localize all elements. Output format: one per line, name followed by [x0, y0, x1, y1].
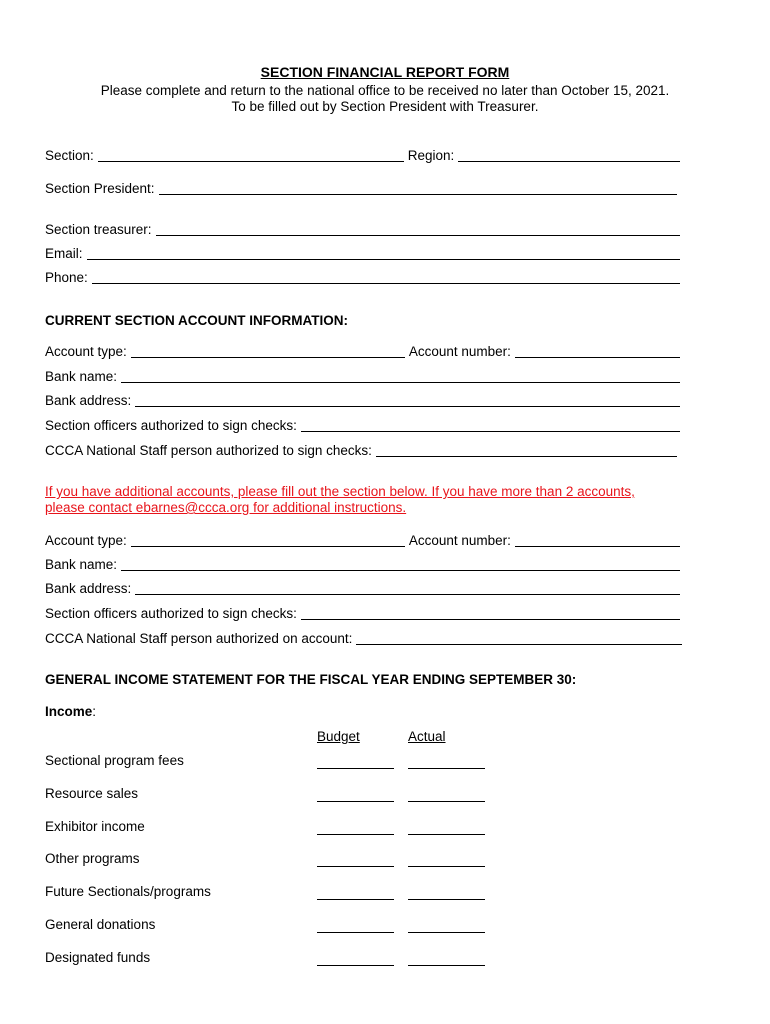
add-bank-name-row — [45, 555, 680, 573]
president-label: Section President: — [45, 181, 155, 196]
budget-field[interactable] — [317, 931, 394, 933]
account-type-row — [45, 342, 680, 360]
add-account-number-field[interactable] — [515, 533, 680, 547]
treasurer-label: Section treasurer: — [45, 222, 152, 237]
budget-field[interactable] — [317, 898, 394, 900]
section-label: Section: — [45, 148, 94, 163]
add-staff-label: CCCA National Staff person authorized on account: — [45, 631, 353, 646]
add-bank-name-label: Bank name: — [45, 557, 118, 572]
account-number-field[interactable] — [515, 344, 680, 358]
staff-field[interactable] — [376, 443, 677, 457]
phone-field[interactable] — [92, 270, 680, 284]
add-bank-address-row — [45, 579, 680, 597]
income-item-label: Other programs — [45, 851, 140, 866]
income-colon: : — [92, 704, 97, 719]
phone-label: Phone: — [45, 270, 88, 285]
president-field[interactable] — [159, 181, 677, 195]
income-item-label: Sectional program fees — [45, 753, 184, 768]
officers-field[interactable] — [301, 418, 680, 432]
budget-field[interactable] — [317, 800, 394, 802]
income-item-label: Future Sectionals/programs — [45, 884, 211, 899]
actual-column-header: Actual — [408, 729, 446, 744]
actual-field[interactable] — [408, 800, 485, 802]
income-heading — [45, 704, 96, 719]
actual-field[interactable] — [408, 833, 485, 835]
income-label: Income — [45, 704, 93, 719]
account-number-label: Account number: — [408, 344, 511, 359]
budget-field[interactable] — [317, 833, 394, 835]
phone-row — [45, 268, 680, 286]
bank-name-row — [45, 367, 680, 385]
income-item-label: General donations — [45, 917, 156, 932]
budget-column-header: Budget — [317, 729, 360, 744]
income-item-label: Resource sales — [45, 786, 139, 801]
staff-row — [45, 441, 677, 459]
income-statement-heading: GENERAL INCOME STATEMENT FOR THE FISCAL YEAR ENDING SEPTEMBER 30: — [45, 672, 577, 687]
budget-field[interactable] — [317, 865, 394, 867]
officers-row — [45, 416, 680, 434]
actual-field[interactable] — [408, 898, 485, 900]
officers-label: Section officers authorized to sign checks: — [45, 418, 297, 433]
actual-field[interactable] — [408, 767, 485, 769]
budget-field[interactable] — [317, 964, 394, 966]
add-officers-label: Section officers authorized to sign checks: — [45, 606, 297, 621]
account-type-label: Account type: — [45, 344, 127, 359]
add-bank-address-field[interactable] — [135, 581, 680, 595]
section-field[interactable] — [98, 148, 404, 162]
bank-name-label: Bank name: — [45, 369, 118, 384]
account-type-field[interactable] — [131, 344, 405, 358]
add-account-type-label: Account type: — [45, 533, 127, 548]
email-row — [45, 244, 680, 262]
bank-address-row — [45, 391, 680, 409]
email-field[interactable] — [87, 246, 680, 260]
add-officers-row — [45, 604, 680, 622]
email-label: Email: — [45, 246, 83, 261]
president-row — [45, 179, 677, 197]
bank-name-field[interactable] — [121, 369, 680, 383]
budget-field[interactable] — [317, 767, 394, 769]
additional-accounts-notice: If you have additional accounts, please fill out the section below. If you have more than 2 accounts, please contact ebarnes@ccca.org for additional instructions. — [45, 484, 635, 515]
actual-field[interactable] — [408, 931, 485, 933]
add-account-type-row — [45, 531, 680, 549]
treasurer-row — [45, 220, 680, 238]
region-field[interactable] — [458, 148, 680, 162]
add-staff-row — [45, 629, 682, 647]
actual-field[interactable] — [408, 865, 485, 867]
bank-address-field[interactable] — [135, 393, 680, 407]
staff-label: CCCA National Staff person authorized to sign checks: — [45, 443, 372, 458]
income-item-label: Designated funds — [45, 950, 151, 965]
current-account-heading: CURRENT SECTION ACCOUNT INFORMATION: — [45, 313, 348, 328]
form-instructions: Please complete and return to the national office to be received no later than October 15, 2021. To be filled out by Section President with Treasurer. — [100, 83, 670, 114]
treasurer-field[interactable] — [156, 222, 680, 236]
region-label: Region: — [407, 148, 455, 163]
actual-field[interactable] — [408, 964, 485, 966]
add-staff-field[interactable] — [356, 631, 682, 645]
form-title: SECTION FINANCIAL REPORT FORM — [260, 64, 510, 80]
add-account-type-field[interactable] — [131, 533, 405, 547]
section-region-row — [45, 146, 680, 164]
income-item-label: Exhibitor income — [45, 819, 145, 834]
add-bank-name-field[interactable] — [121, 557, 680, 571]
add-officers-field[interactable] — [301, 606, 680, 620]
add-account-number-label: Account number: — [408, 533, 511, 548]
add-bank-address-label: Bank address: — [45, 581, 132, 596]
bank-address-label: Bank address: — [45, 393, 132, 408]
